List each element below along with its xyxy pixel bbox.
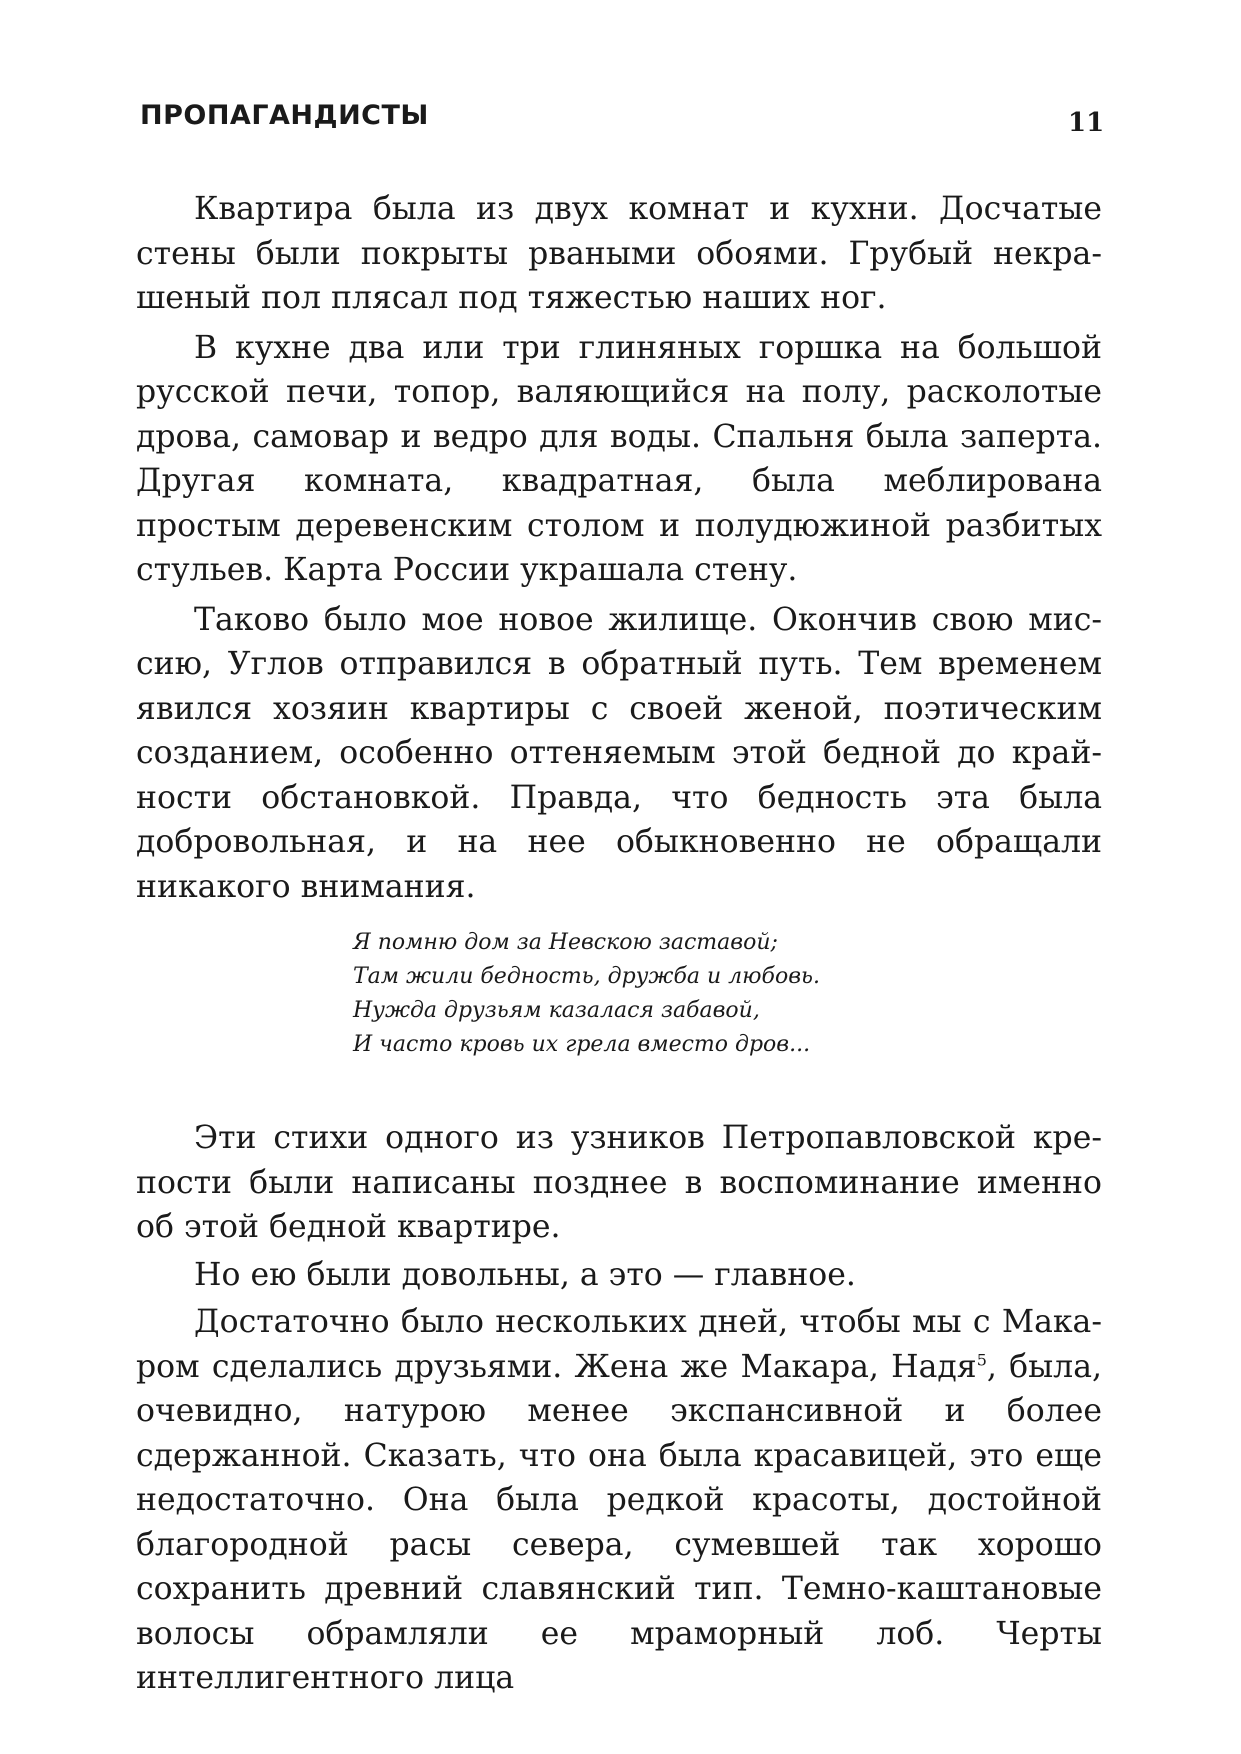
paragraph-nadya xyxy=(136,1300,1102,1701)
poem-quote xyxy=(353,926,820,1062)
footnote-reference[interactable]: 5 xyxy=(976,1350,987,1369)
poem-line: Я помню дом за Невскою заставой; xyxy=(353,930,778,955)
poem-line: Нужда друзьям казалася забавой, xyxy=(353,998,760,1023)
paragraph-nadya-rest: , была, очевидно, натурою менее экспансивной и более сдержанной. Сказать, что она была красавицей, это еще недостаточно. Она была редкой красоты, достойной благородной расы севера, сумевшей так хорошо сохранить древний славянский тип. Темно-каштановые волосы обрамляли ее мраморный лоб. Черты интеллигентного лица xyxy=(136,1348,1102,1696)
paragraph-apartment: Квартира была из двух комнат и кухни. Досчатые стены были покрыты рваными обоями. Грубый некрашеный пол плясал под тяжестью наших ног. xyxy=(136,191,1102,316)
paragraph-nadya-start: Достаточно было нескольких дней, чтобы мы с Макаром сделались друзьями. Жена же Макара, Надя xyxy=(136,1304,1102,1385)
poem-line: И часто кровь их грела вместо дров... xyxy=(353,1032,811,1057)
paragraph-dwelling: Таково было мое новое жилище. Окончив свою миссию, Углов отправился в обратный путь. Тем временем явился хозяин квартиры с своей женой, поэтическим созданием, особенно оттеняемым этой бедной до крайности обстановкой. Правда, что бедность эта была добровольная, и на нее обыкновенно не обращали никакого внимания. xyxy=(136,601,1102,905)
paragraph-verses: Эти стихи одного из узников Петропавловской крепости были написаны позднее в воспоминание именно об этой бедной квартире. xyxy=(136,1120,1102,1245)
running-title: ПРОПАГАНДИСТЫ xyxy=(140,100,429,131)
paragraph-kitchen: В кухне два или три глиняных горшка на большой русской печи, топор, валяющийся на полу, расколотые дрова, самовар и ведро для воды. Спальня была заперта. Другая комната, квадратная, была меблирована простым деревенским столом и полудюжиной разбитых стульев. Карта России украшала стену. xyxy=(136,329,1102,588)
page-number: 11 xyxy=(1068,108,1105,138)
paragraph-content: Но ею были довольны, а это — главное. xyxy=(194,1256,856,1293)
poem-line: Там жили бедность, дружба и любовь. xyxy=(353,964,820,989)
text-block-top xyxy=(136,187,1102,909)
text-block-bottom xyxy=(136,1116,1102,1701)
